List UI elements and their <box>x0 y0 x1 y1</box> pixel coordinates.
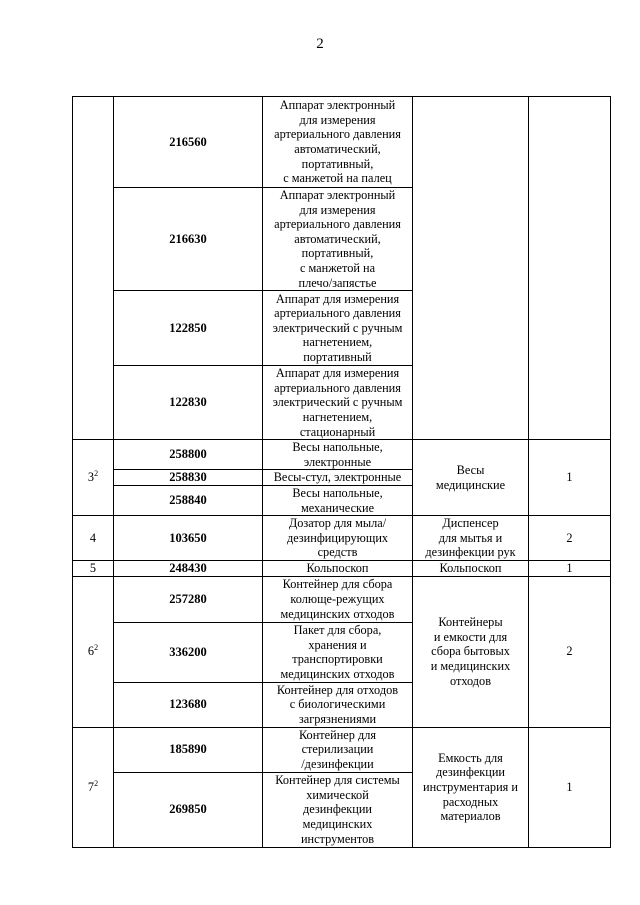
name-cell: Контейнер для отходов с биологическими загрязнениями <box>263 682 413 727</box>
code-cell: 258800 <box>114 440 263 470</box>
table-row <box>73 727 611 772</box>
name-cell: Контейнер для стерилизации /дезинфекции <box>263 727 413 772</box>
row-number-cell: $6^2$ <box>73 576 114 727</box>
code-cell: 336200 <box>114 622 263 682</box>
code-cell: 216560 <box>114 97 263 188</box>
page-number: 2 <box>316 36 324 52</box>
row-number-cell: $7^2$ <box>73 727 114 847</box>
group-name-cell: Кольпоскоп <box>413 561 529 577</box>
equipment-table <box>72 96 611 848</box>
quantity-cell: 2 <box>529 516 611 561</box>
table-row <box>73 516 611 561</box>
code-cell: 122830 <box>114 366 263 440</box>
table-row <box>73 97 611 188</box>
row-number-cell: 4 <box>73 516 114 561</box>
name-cell: Весы напольные, механические <box>263 485 413 515</box>
code-cell: 248430 <box>114 561 263 577</box>
code-cell: 216630 <box>114 188 263 291</box>
group-name-cell: Емкость для дезинфекции инструментария и расходных материалов <box>413 727 529 847</box>
name-cell: Контейнер для системы химической дезинфекции медицинских инструментов <box>263 772 413 847</box>
code-cell: 185890 <box>114 727 263 772</box>
code-cell: 257280 <box>114 576 263 622</box>
name-cell: Весы-стул, электронные <box>263 470 413 486</box>
group-name-cell: Диспенсер для мытья и дезинфекции рук <box>413 516 529 561</box>
table-row <box>73 561 611 577</box>
quantity-cell: 2 <box>529 576 611 727</box>
code-cell: 258830 <box>114 470 263 486</box>
quantity-cell: 1 <box>529 727 611 847</box>
name-cell: Пакет для сбора, хранения и транспортировки медицинских отходов <box>263 622 413 682</box>
name-cell: Контейнер для сбора колюще-режущих медицинских отходов <box>263 576 413 622</box>
name-cell: Аппарат электронный для измерения артериального давления автоматический, портативный, с манжетой на палец <box>263 97 413 188</box>
code-cell: 122850 <box>114 291 263 366</box>
row-number-cell: $3^2$ <box>73 440 114 516</box>
code-cell: 258840 <box>114 485 263 515</box>
code-cell: 123680 <box>114 682 263 727</box>
row-number-cell: 5 <box>73 561 114 577</box>
code-cell: 269850 <box>114 772 263 847</box>
name-cell: Дозатор для мыла/ дезинфицирующих средств <box>263 516 413 561</box>
code-cell: 103650 <box>114 516 263 561</box>
name-cell: Кольпоскоп <box>263 561 413 577</box>
name-cell: Аппарат для измерения артериального давления электрический с ручным нагнетением, портативный <box>263 291 413 366</box>
quantity-cell: 1 <box>529 440 611 516</box>
name-cell: Весы напольные, электронные <box>263 440 413 470</box>
group-name-cell: Весы медицинские <box>413 440 529 516</box>
table-row <box>73 440 611 470</box>
quantity-cell <box>529 97 611 440</box>
group-name-cell <box>413 97 529 440</box>
table-row <box>73 576 611 622</box>
name-cell: Аппарат электронный для измерения артериального давления автоматический, портативный, с манжетой на плечо/запястье <box>263 188 413 291</box>
group-name-cell: Контейнеры и емкости для сбора бытовых и медицинских отходов <box>413 576 529 727</box>
name-cell: Аппарат для измерения артериального давления электрический с ручным нагнетением, стационарный <box>263 366 413 440</box>
quantity-cell: 1 <box>529 561 611 577</box>
row-number-cell <box>73 97 114 440</box>
